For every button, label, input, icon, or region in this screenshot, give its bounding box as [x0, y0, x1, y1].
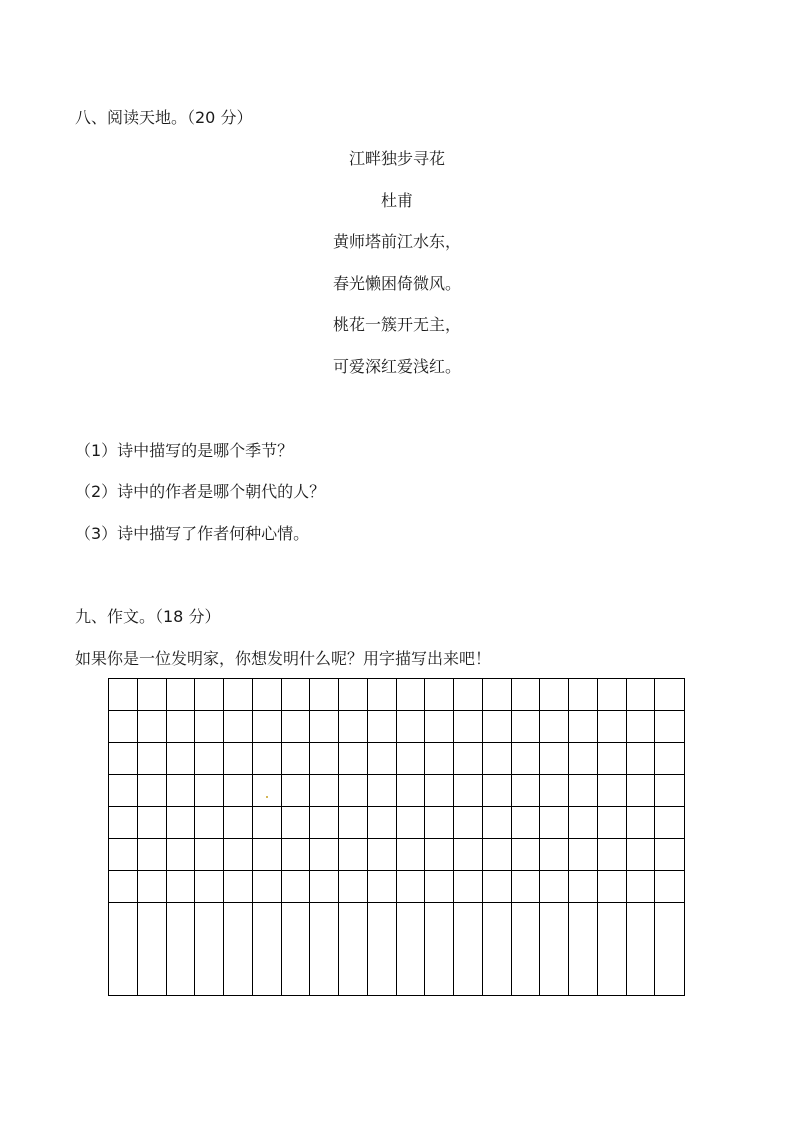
grid-cell[interactable]	[425, 743, 454, 775]
grid-cell[interactable]	[109, 839, 138, 871]
grid-cell[interactable]	[282, 743, 311, 775]
grid-cell[interactable]	[425, 679, 454, 711]
grid-cell[interactable]	[368, 807, 397, 839]
grid-cell[interactable]	[598, 871, 627, 903]
grid-cell[interactable]	[224, 711, 253, 743]
grid-cell[interactable]	[195, 743, 224, 775]
grid-cell[interactable]	[655, 775, 684, 807]
grid-cell[interactable]	[454, 775, 483, 807]
grid-cell[interactable]	[310, 711, 339, 743]
grid-cell[interactable]	[339, 903, 368, 995]
grid-cell[interactable]	[109, 743, 138, 775]
grid-cell[interactable]	[224, 871, 253, 903]
grid-cell[interactable]	[167, 743, 196, 775]
grid-cell[interactable]	[310, 807, 339, 839]
grid-cell[interactable]	[540, 679, 569, 711]
grid-cell[interactable]	[454, 679, 483, 711]
grid-cell[interactable]	[253, 871, 282, 903]
grid-cell[interactable]	[109, 679, 138, 711]
grid-cell[interactable]	[454, 807, 483, 839]
grid-cell[interactable]	[310, 871, 339, 903]
grid-cell[interactable]	[195, 775, 224, 807]
grid-cell[interactable]	[224, 679, 253, 711]
grid-cell[interactable]	[454, 711, 483, 743]
grid-cell[interactable]	[655, 807, 684, 839]
grid-cell[interactable]	[512, 871, 541, 903]
grid-cell[interactable]	[454, 871, 483, 903]
grid-cell[interactable]	[368, 743, 397, 775]
grid-cell[interactable]	[167, 679, 196, 711]
grid-cell[interactable]	[512, 775, 541, 807]
grid-cell[interactable]	[627, 679, 656, 711]
grid-cell[interactable]	[454, 839, 483, 871]
grid-cell[interactable]	[282, 775, 311, 807]
grid-cell[interactable]	[397, 711, 426, 743]
grid-cell[interactable]	[253, 903, 282, 995]
grid-cell[interactable]	[512, 743, 541, 775]
poem-author: 杜甫	[380, 191, 413, 210]
grid-cell[interactable]	[512, 679, 541, 711]
grid-cell[interactable]	[339, 775, 368, 807]
grid-cell[interactable]	[598, 839, 627, 871]
grid-cell[interactable]	[310, 775, 339, 807]
grid-cell[interactable]	[598, 807, 627, 839]
grid-cell[interactable]	[167, 903, 196, 995]
grid-cell[interactable]	[598, 903, 627, 995]
grid-cell[interactable]	[540, 743, 569, 775]
grid-cell[interactable]	[483, 839, 512, 871]
grid-cell[interactable]	[253, 711, 282, 743]
grid-cell[interactable]	[569, 679, 598, 711]
grid-cell[interactable]	[138, 871, 167, 903]
grid-cell[interactable]	[368, 871, 397, 903]
grid-cell[interactable]	[598, 743, 627, 775]
grid-cell[interactable]	[339, 743, 368, 775]
grid-cell[interactable]	[397, 679, 426, 711]
grid-cell[interactable]	[425, 775, 454, 807]
poem-title: 江畔独步寻花	[348, 149, 445, 168]
grid-cell[interactable]	[483, 903, 512, 995]
grid-cell[interactable]	[627, 871, 656, 903]
grid-cell[interactable]	[253, 743, 282, 775]
grid-cell[interactable]	[109, 711, 138, 743]
grid-cell[interactable]	[540, 711, 569, 743]
grid-cell[interactable]	[109, 903, 138, 995]
grid-cell[interactable]	[569, 711, 598, 743]
grid-cell[interactable]	[512, 711, 541, 743]
grid-cell[interactable]	[598, 679, 627, 711]
grid-cell[interactable]	[598, 711, 627, 743]
grid-cell[interactable]	[224, 839, 253, 871]
poem-line: 春光懒困倚微风。	[332, 274, 461, 293]
grid-cell[interactable]	[627, 839, 656, 871]
grid-cell[interactable]	[282, 903, 311, 995]
grid-cell[interactable]	[282, 871, 311, 903]
grid-cell[interactable]	[138, 711, 167, 743]
grid-cell[interactable]	[540, 807, 569, 839]
grid-cell[interactable]	[512, 903, 541, 995]
grid-cell[interactable]	[397, 775, 426, 807]
section8-heading: 八、阅读天地。（20 分）	[75, 108, 253, 127]
grid-cell[interactable]	[425, 807, 454, 839]
grid-cell[interactable]	[569, 743, 598, 775]
question-1: （1）诗中描写的是哪个季节？	[75, 441, 294, 460]
grid-cell[interactable]	[282, 839, 311, 871]
grid-cell[interactable]	[224, 903, 253, 995]
essay-prompt: 如果你是一位发明家，你想发明什么呢？用字描写出来吧！	[75, 649, 492, 668]
grid-cell[interactable]	[569, 839, 598, 871]
grid-cell[interactable]	[167, 839, 196, 871]
grid-cell[interactable]	[138, 839, 167, 871]
grid-cell[interactable]	[109, 807, 138, 839]
poem-line: 可爱深红爱浅红。	[332, 357, 461, 376]
grid-cell[interactable]	[627, 807, 656, 839]
grid-cell[interactable]	[224, 775, 253, 807]
grid-cell[interactable]	[655, 903, 684, 995]
grid-cell[interactable]	[339, 807, 368, 839]
grid-cell[interactable]	[310, 839, 339, 871]
grid-cell[interactable]	[483, 743, 512, 775]
grid-cell[interactable]	[627, 711, 656, 743]
grid-cell[interactable]	[253, 679, 282, 711]
grid-cell[interactable]	[167, 711, 196, 743]
grid-cell[interactable]	[282, 711, 311, 743]
grid-cell[interactable]	[195, 839, 224, 871]
grid-cell[interactable]	[109, 775, 138, 807]
grid-cell[interactable]	[339, 839, 368, 871]
grid-cell[interactable]	[483, 711, 512, 743]
grid-cell[interactable]	[310, 679, 339, 711]
grid-cell[interactable]	[167, 775, 196, 807]
grid-cell[interactable]	[540, 871, 569, 903]
grid-cell[interactable]	[655, 871, 684, 903]
grid-cell[interactable]	[655, 839, 684, 871]
grid-cell[interactable]	[195, 903, 224, 995]
grid-cell[interactable]	[138, 903, 167, 995]
grid-cell[interactable]	[138, 775, 167, 807]
grid-cell[interactable]	[282, 807, 311, 839]
grid-cell[interactable]	[224, 743, 253, 775]
grid-cell[interactable]	[483, 679, 512, 711]
grid-cell[interactable]	[397, 743, 426, 775]
grid-cell[interactable]	[569, 871, 598, 903]
grid-cell[interactable]	[253, 839, 282, 871]
grid-cell[interactable]	[454, 903, 483, 995]
grid-cell[interactable]	[569, 903, 598, 995]
grid-cell[interactable]	[540, 839, 569, 871]
grid-cell[interactable]	[138, 743, 167, 775]
grid-cell[interactable]	[339, 871, 368, 903]
poem-line: 桃花一簇开无主，	[332, 315, 461, 334]
grid-cell[interactable]	[397, 903, 426, 995]
grid-cell[interactable]	[282, 679, 311, 711]
grid-cell[interactable]	[397, 871, 426, 903]
grid-cell[interactable]	[310, 903, 339, 995]
grid-cell[interactable]	[368, 679, 397, 711]
question-2: （2）诗中的作者是哪个朝代的人？	[75, 482, 326, 501]
grid-cell[interactable]	[253, 775, 282, 807]
grid-cell[interactable]	[540, 903, 569, 995]
grid-cell[interactable]	[483, 775, 512, 807]
grid-cell[interactable]	[368, 775, 397, 807]
question-3: （3）诗中描写了作者何种心情。	[75, 524, 310, 543]
grid-cell[interactable]	[425, 871, 454, 903]
grid-cell[interactable]	[368, 903, 397, 995]
grid-cell[interactable]	[425, 903, 454, 995]
grid-cell[interactable]	[425, 711, 454, 743]
grid-cell[interactable]	[655, 743, 684, 775]
grid-cell[interactable]	[655, 679, 684, 711]
essay-writing-grid[interactable]	[108, 678, 685, 996]
grid-cell[interactable]	[425, 839, 454, 871]
grid-cell[interactable]	[253, 807, 282, 839]
grid-cell[interactable]	[655, 711, 684, 743]
grid-cell[interactable]	[454, 743, 483, 775]
grid-cell[interactable]	[368, 711, 397, 743]
section9-heading: 九、作文。（18 分）	[75, 607, 221, 626]
stray-mark	[266, 796, 268, 798]
grid-cell[interactable]	[368, 839, 397, 871]
grid-cell[interactable]	[195, 871, 224, 903]
grid-cell[interactable]	[569, 807, 598, 839]
grid-cell[interactable]	[339, 679, 368, 711]
grid-cell[interactable]	[397, 839, 426, 871]
grid-cell[interactable]	[167, 807, 196, 839]
grid-cell[interactable]	[540, 775, 569, 807]
grid-cell[interactable]	[512, 839, 541, 871]
grid-cell[interactable]	[310, 743, 339, 775]
grid-cell[interactable]	[195, 807, 224, 839]
grid-cell[interactable]	[627, 775, 656, 807]
grid-cell[interactable]	[483, 871, 512, 903]
grid-cell[interactable]	[109, 871, 138, 903]
grid-cell[interactable]	[138, 807, 167, 839]
grid-cell[interactable]	[195, 679, 224, 711]
grid-cell[interactable]	[138, 679, 167, 711]
grid-cell[interactable]	[627, 903, 656, 995]
grid-cell[interactable]	[598, 775, 627, 807]
grid-cell[interactable]	[483, 807, 512, 839]
poem-line: 黄师塔前江水东，	[332, 232, 461, 251]
grid-cell[interactable]	[195, 711, 224, 743]
grid-cell[interactable]	[627, 743, 656, 775]
grid-cell[interactable]	[224, 807, 253, 839]
grid-cell[interactable]	[339, 711, 368, 743]
grid-cell[interactable]	[569, 775, 598, 807]
grid-cell[interactable]	[512, 807, 541, 839]
grid-cell[interactable]	[167, 871, 196, 903]
grid-cell[interactable]	[397, 807, 426, 839]
